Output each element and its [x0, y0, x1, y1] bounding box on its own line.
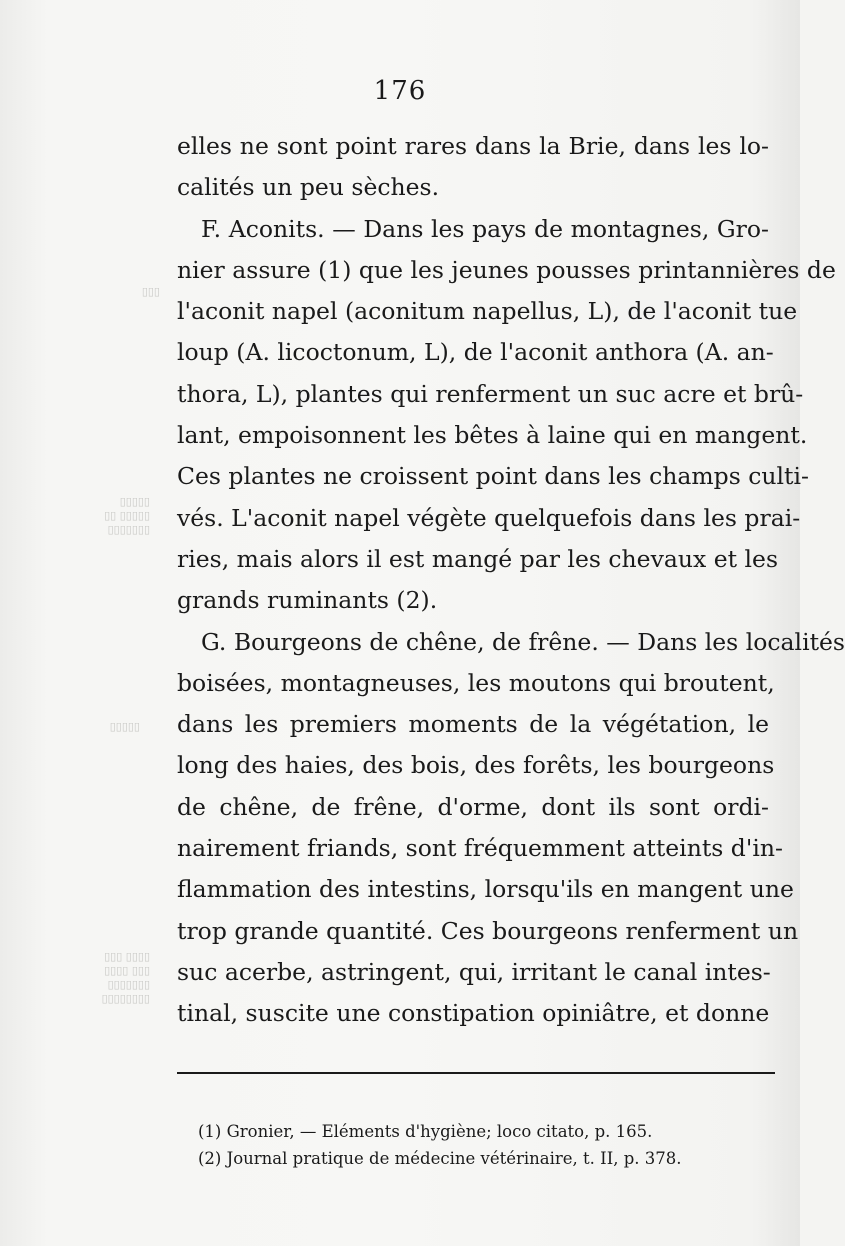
section-heading-line: F. Aconits. — Dans les pays de montagnes, Gro- [201, 214, 769, 243]
footnotes [198, 1118, 758, 1172]
body-text [177, 126, 845, 1035]
text-line: nairement friands, sont fréquemment atteints d'in- [177, 834, 783, 863]
text-line: grands ruminants (2). [177, 586, 438, 615]
bleed-through-margin-note: ▯▯▯▯▯ ▯▯ ▯▯▯▯▯ ▯▯▯▯▯▯▯ [104, 495, 150, 536]
text-line: flammation des intestins, lorsqu'ils en mangent une [177, 875, 794, 904]
text-line: calités un peu sèches. [177, 173, 440, 202]
text-line: loup (A. licoctonum, L), de l'aconit anthora (A. an- [177, 338, 774, 367]
page-number: 176 [373, 76, 427, 106]
text-line: tinal, suscite une constipation opiniâtre, et donne [177, 999, 770, 1028]
footnote: (1) Gronier, — Eléments d'hygiène; loco citato, p. 165. [198, 1122, 653, 1141]
text-line: Ces plantes ne croissent point dans les champs culti- [177, 462, 809, 491]
text-line: de chêne, de frêne, d'orme, dont ils sont ordi- [177, 792, 769, 821]
text-line: dans les premiers moments de la végétation, le [177, 710, 769, 739]
footnote: (2) Journal pratique de médecine vétérinaire, t. II, p. 378. [198, 1149, 682, 1168]
text-line: boisées, montagneuses, les moutons qui broutent, [177, 668, 775, 697]
text-line: thora, L), plantes qui renferment un suc acre et brû- [177, 379, 804, 408]
text-line: lant, empoisonnent les bêtes à laine qui en mangent. [177, 421, 808, 450]
text-line: trop grande quantité. Ces bourgeons renferment un [177, 916, 799, 945]
text-line: suc acerbe, astringent, qui, irritant le canal intes- [177, 957, 771, 986]
text-line: ries, mais alors il est mangé par les chevaux et les [177, 544, 779, 573]
text-line: vés. L'aconit napel végète quelquefois dans les prai- [177, 503, 801, 532]
bleed-through-margin-note: ▯▯▯ ▯▯▯▯ ▯▯▯▯ ▯▯▯ ▯▯▯▯▯▯▯ ▯▯▯▯▯▯▯▯ [101, 950, 150, 1005]
section-heading-line: G. Bourgeons de chêne, de frêne. — Dans les localités [201, 627, 845, 656]
bleed-through-margin-note: ▯▯▯ [141, 285, 160, 298]
text-line: nier assure (1) que les jeunes pousses printannières de [177, 255, 836, 284]
text-line: long des haies, des bois, des forêts, les bourgeons [177, 751, 775, 780]
bleed-through-margin-note: ▯▯▯▯▯ [109, 720, 140, 733]
footnote-rule [177, 1072, 775, 1074]
text-line: elles ne sont point rares dans la Brie, dans les lo- [177, 132, 769, 160]
text-line: l'aconit napel (aconitum napellus, L), de l'aconit tue [177, 297, 798, 326]
